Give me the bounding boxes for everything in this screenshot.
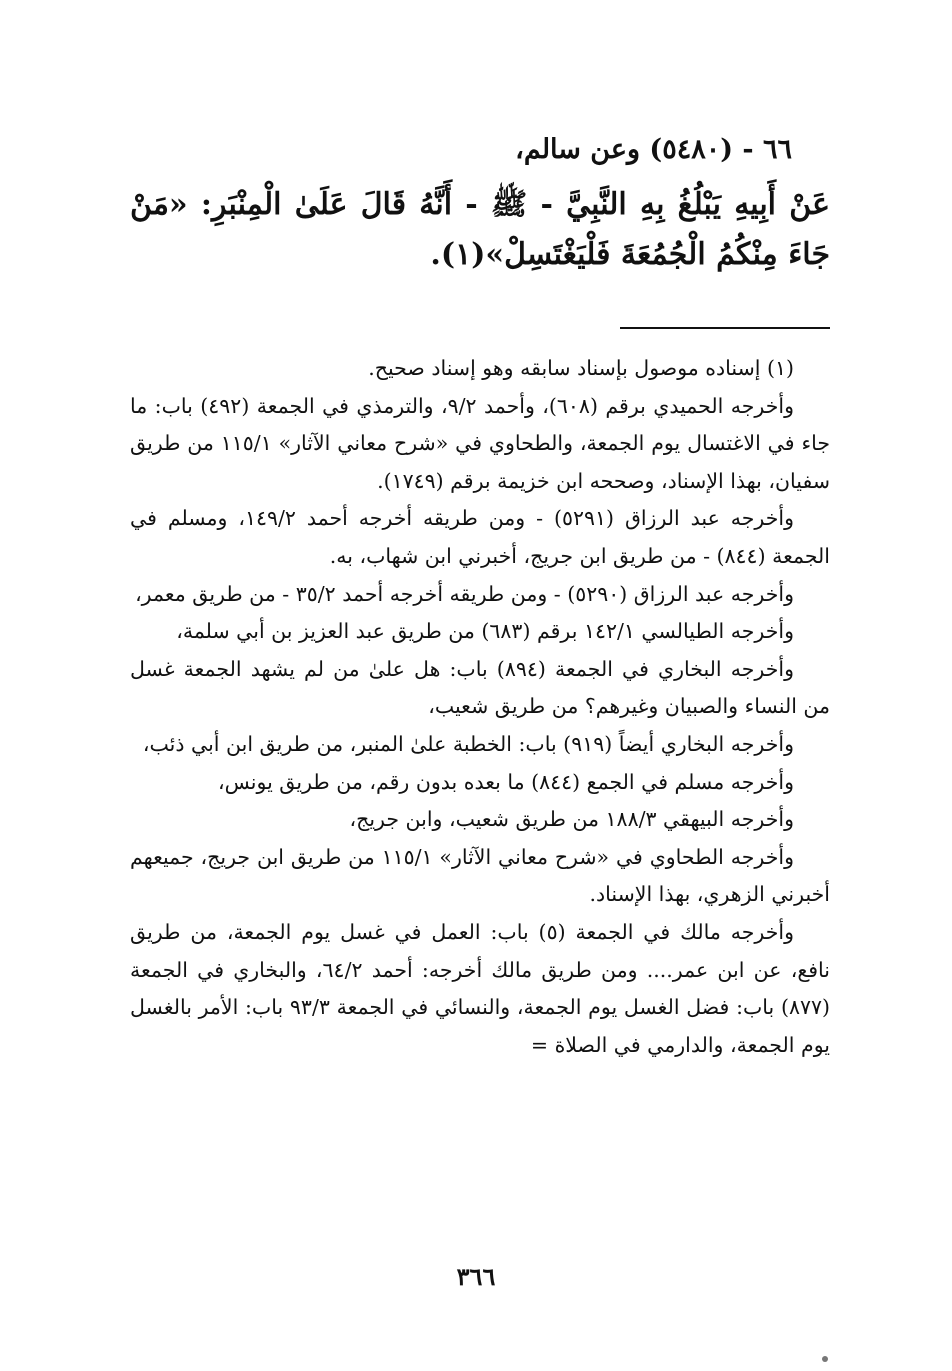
footnote-paragraph: (١) إسناده موصول بإسناد سابقه وهو إسناد صحيح. [368,356,794,380]
main-text [130,128,830,280]
footnote-paragraph: وأخرجه البخاري في الجمعة (٨٩٤) باب: هل علىٰ من لم يشهد الجمعة غسل من النساء والصبيان وغيرهم؟ من طريق شعيب، [130,656,830,719]
footnotes [130,350,830,1064]
scan-speck [822,1356,828,1362]
footnote-paragraph: وأخرجه الحميدي برقم (٦٠٨)، وأحمد ٩/٢، والترمذي في الجمعة (٤٩٢) باب: ما جاء في الاغتسال يوم الجمعة، والطحاوي في «شرح معاني الآثار» ١١٥/١ من طريق سفيان، بهذا الإسناد، وصححه ابن خزيمة برقم (١٧٤٩). [130,393,830,493]
page-number: ٣٦٦ [456,1262,496,1291]
footnote-paragraph: وأخرجه مالك في الجمعة (٥) باب: العمل في غسل يوم الجمعة، من طريق نافع، عن ابن عمر.... ومن طريق مالك أخرجه: أحمد ٦٤/٢، والبخاري في الجمعة (٨٧٧) باب: فضل الغسل يوم الجمعة، والنسائي في الجمعة ٩٣/٣ باب: الأمر بالغسل يوم الجمعة، والدارمي في الصلاة = [130,919,830,1057]
footnote-paragraph: وأخرجه الطيالسي ١٤٢/١ برقم (٦٨٣) من طريق عبد العزيز بن أبي سلمة، [176,619,794,644]
hadith-text: عَنْ أَبِيهِ يَبْلُغُ بِهِ النَّبِيَّ - ﷺ - أَنَّهُ قَالَ عَلَىٰ الْمِنْبَرِ: «مَنْ جَاءَ مِنْكُمُ الْجُمُعَةَ فَلْيَغْتَسِلْ»(١). [130,187,830,272]
footnote-paragraph: وأخرجه البيهقي ١٨٨/٣ من طريق شعيب، وابن جريج، [349,807,794,832]
footnote-paragraph: وأخرجه الطحاوي في «شرح معاني الآثار» ١١٥/١ من طريق ابن جريج، جميعهم أخبرني الزهري، بهذا الإسناد. [130,844,830,907]
footnote-paragraph: وأخرجه البخاري أيضاً (٩١٩) باب: الخطبة علىٰ المنبر، من طريق ابن أبي ذئب، [142,731,794,756]
footnote-paragraph: وأخرجه مسلم في الجمع (٨٤٤) ما بعده بدون رقم، من طريق يونس، [218,769,794,794]
footnote-separator [620,327,830,329]
footnote-paragraph: وأخرجه عبد الرزاق (٥٢٩١) - ومن طريقه أخرجه أحمد ١٤٩/٢، ومسلم في الجمعة (٨٤٤) - من طريق ابن جريج، أخبرني ابن شهاب، به. [130,506,830,568]
footnote-paragraph: وأخرجه عبد الرزاق (٥٢٩٠) - ومن طريقه أخرجه أحمد ٣٥/٢ - من طريق معمر، [135,581,794,606]
hadith-heading: ٦٦ - (٥٤٨٠) وعن سالم، [515,134,792,165]
